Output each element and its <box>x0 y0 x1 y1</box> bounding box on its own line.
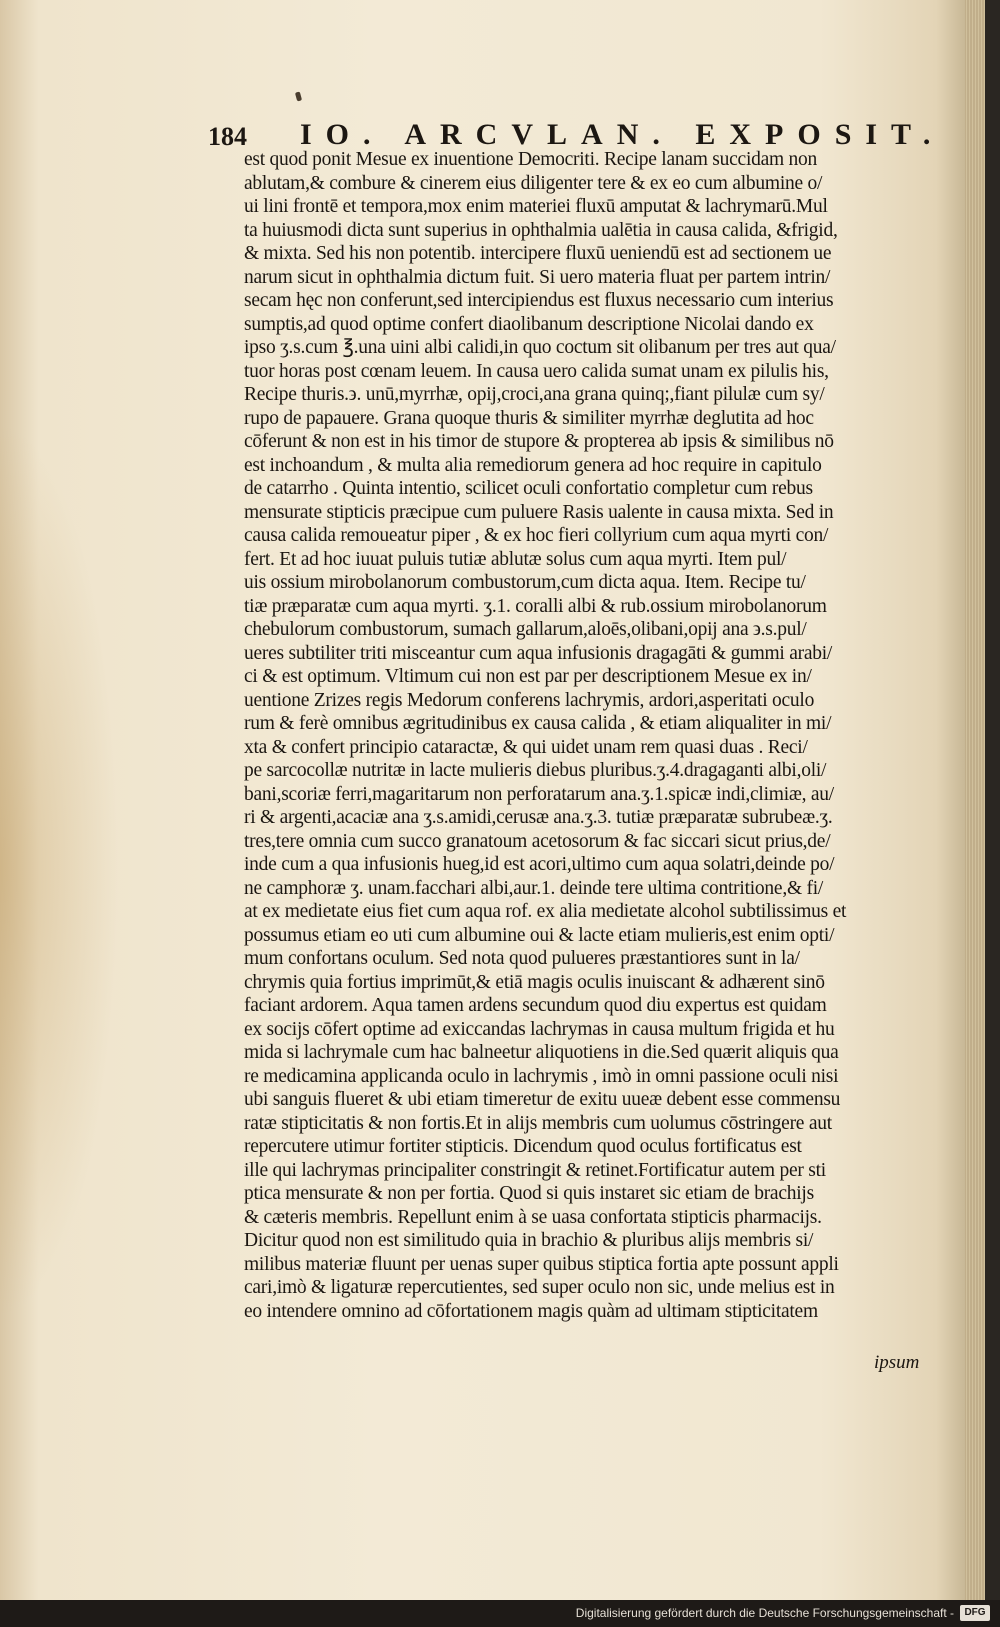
text-line: ratæ stipticitatis & non fortis.Et in alijs membris cum uolumus cōstringere aut <box>244 1112 832 1134</box>
text-line: & mixta. Sed his non potentib. intercipere fluxū ueniendū est ad sectionem ue <box>244 243 832 264</box>
text-line: & cæteris membris. Repellunt enim à se uasa confortata stipticis pharmacijs. <box>244 1206 822 1228</box>
text-line: tiæ præparatæ cum aqua myrti. ʒ.1. coralli albi & rub.ossium mirobolanorum <box>244 595 827 617</box>
text-line: uis ossium mirobolanorum combustorum,cum dicta aqua. Item. Recipe tu/ <box>244 572 806 593</box>
text-line: ablutam,& combure & cinerem eius diligenter tere & ex eo cum albumine o/ <box>244 172 823 194</box>
text-line: ci & est optimum. Vltimum cui non est par per descriptionem Mesue ex in/ <box>244 666 812 687</box>
text-line: ille qui lachrymas principaliter constringit & retinet.Fortificatur autem per sti <box>244 1159 826 1181</box>
text-line: ta huiusmodi dicta sunt superius in ophthalmia ualētia in causa calida, &frigid, <box>244 219 838 241</box>
text-line: rupo de papauere. Grana quoque thuris & similiter myrrhæ deglutita ad hoc <box>244 407 814 429</box>
text-line: repercutere utimur fortiter stipticis. Dicendum quod oculus fortificatus est <box>244 1136 802 1157</box>
text-line: ex socijs cōfert optime ad exiccandas lachrymas in causa multum frigida et hu <box>244 1018 835 1040</box>
text-line: ueres subtiliter triti misceantur cum aqua infusionis dragagāti & gummi arabi/ <box>244 642 833 664</box>
running-title: IO. ARCVLAN. EXPOSIT. <box>300 118 945 151</box>
text-line: uentione Zrizes regis Medorum conferens lachrymis, ardori,asperitati oculo <box>244 689 815 711</box>
text-line: ne camphoræ ʒ. unam.facchari albi,aur.1. deinde tere ultima contritione,& fi/ <box>244 877 824 899</box>
text-line: chrymis quia fortius imprimūt,& etiā magis oculis inuiscant & adhærent sinō <box>244 971 825 993</box>
text-line: narum sicut in ophthalmia dictum fuit. Si uero materia fluat per partem intrin/ <box>244 266 831 288</box>
text-line: ui lini frontē et tempora,mox enim materiei fluxū amputat & lachrymarū.Mul <box>244 196 828 217</box>
text-line: sumptis,ad quod optime confert diaolibanum descriptione Nicolai dando ex <box>244 313 814 335</box>
text-line: rum & ferè omnibus ægritudinibus ex causa calida , & etiam aliqualiter in mi/ <box>244 713 832 734</box>
folio-number: 184 <box>208 122 247 151</box>
footer-credit: Digitalisierung gefördert durch die Deutsche Forschungsgemeinschaft - <box>575 1606 954 1620</box>
text-line: mum confortans oculum. Sed nota quod pulueres præstantiores sunt in la/ <box>244 948 800 969</box>
text-line: Dicitur quod non est similitudo quia in brachio & pluribus alijs membris si/ <box>244 1230 814 1251</box>
text-line: fert. Et ad hoc iuuat puluis tutiæ ablutæ solus cum aqua myrti. Item pul/ <box>244 548 787 570</box>
text-line: ipso ʒ.s.cum ℥.una uini albi calidi,in quo coctum sit olibanum per tres aut qua/ <box>244 337 836 358</box>
text-line: est inchoandum , & multa alia remediorum genera ad hoc require in capitulo <box>244 454 822 476</box>
catchword: ipsum <box>874 1352 920 1373</box>
page-edge <box>965 0 985 1600</box>
text-line: de catarrho . Quinta intentio, scilicet oculi confortatio completur cum rebus <box>244 478 813 499</box>
text-line: re medicamina applicanda oculo in lachrymis , imò in omni passione oculi nisi <box>244 1065 839 1087</box>
text-line: at ex medietate eius fiet cum aqua rof. ex alia medietate alcohol subtilissimus et <box>244 901 847 922</box>
text-line: chebulorum combustorum, sumach gallarum,aloēs,olibani,opij ana ϶.s.pul/ <box>244 619 807 640</box>
water-stain <box>0 420 120 1320</box>
text-line: cari,imò & ligaturæ repercutientes, sed super oculo non sic, unde melius est in <box>244 1277 835 1298</box>
dfg-logo: DFG <box>960 1605 990 1621</box>
text-line: cōferunt & non est in his timor de stupore & propterea ab ipsis & similibus nō <box>244 431 834 452</box>
text-line: xta & confert principio cataractæ, & qui uidet unam rem quasi duas . Reci/ <box>244 736 808 758</box>
text-line: faciant ardorem. Aqua tamen ardens secundum quod diu expertus est quidam <box>244 995 827 1016</box>
text-line: ri & argenti,acaciæ ana ʒ.s.amidi,cerusæ ana.ʒ.3. tutiæ præparatæ subrubeæ.ʒ. <box>244 807 833 828</box>
text-line: milibus materiæ fluunt per uenas super quibus stiptica fortia apte possunt appli <box>244 1253 839 1275</box>
text-line: mida si lachrymale cum hac balneetur aliquotiens in die.Sed quærit aliquis qua <box>244 1042 839 1063</box>
text-line: pe sarcocollæ nutritæ in lacte mulieris diebus pluribus.ʒ.4.dragaganti albi,oli/ <box>244 760 827 781</box>
text-line: causa calida remoueatur piper , & ex hoc fieri collyrium cum aqua myrti con/ <box>244 525 829 546</box>
text-line: tuor horas post cœnam leuem. In causa uero calida sumat unam ex pilulis his, <box>244 360 829 382</box>
text-body <box>244 148 934 1323</box>
text-line: eo intendere omnino ad cōfortationem magis quàm ad ultimam stipticitatem <box>244 1300 818 1322</box>
text-line: secam hęc non conferunt,sed intercipiendus est fluxus necessario cum interius <box>244 290 834 311</box>
text-line: bani,scoriæ ferri,magaritarum non perforatarum ana.ʒ.1.spicæ indi,climiæ, au/ <box>244 783 834 805</box>
text-line: ptica mensurate & non per fortia. Quod si quis instaret sic etiam de brachijs <box>244 1183 814 1204</box>
text-line: possumus etiam eo uti cum albumine oui & lacte etiam mulieris,est enim opti/ <box>244 924 835 946</box>
text-line: inde cum a qua infusionis hueg,id est acori,ultimo cum aqua solatri,deinde po/ <box>244 854 835 875</box>
footer-bar <box>0 1600 1000 1627</box>
text-line: ubi sanguis flueret & ubi etiam timeretur de exitu uueæ debent esse commensu <box>244 1089 841 1110</box>
text-line: est quod ponit Mesue ex inuentione Democriti. Recipe lanam succidam non <box>244 149 818 170</box>
text-line: Recipe thuris.϶. unū,myrrhæ, opij,croci,ana grana quinq;,fiant pilulæ cum sy/ <box>244 384 825 405</box>
text-line: mensurate stipticis præcipue cum puluere Rasis ualente in causa mixta. Sed in <box>244 501 834 523</box>
text-line: tres,tere omnia cum succo granatoum acetosorum & fac siccari sicut prius,de/ <box>244 830 831 852</box>
